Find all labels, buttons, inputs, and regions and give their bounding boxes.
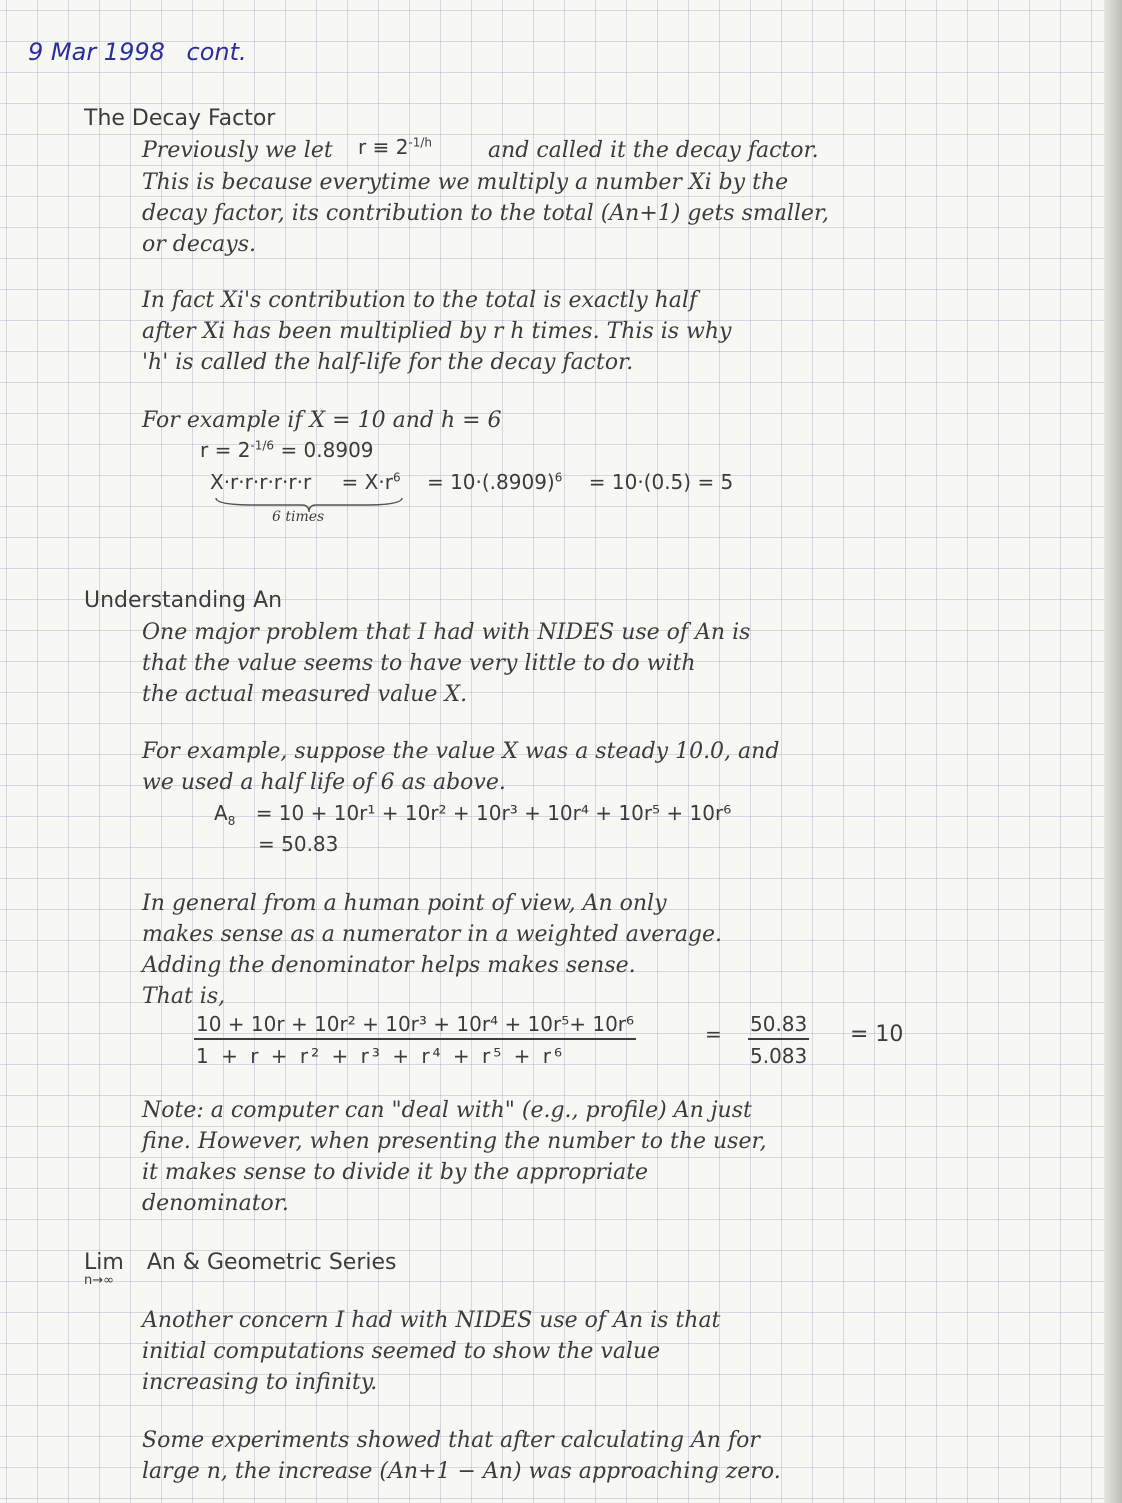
decay-definition [358, 137, 432, 157]
six-times-label: 6 times [272, 509, 325, 525]
section-title-understanding-an: Understanding An [84, 588, 283, 613]
numeric-denominator: 5.083 [750, 1044, 808, 1068]
limit-lim: Lim [84, 1250, 124, 1275]
header-date: 9 Mar 1998 [28, 38, 165, 66]
a8-sum: = 10 + 10r¹ + 10r² + 10r³ + 10r⁴ + 10r⁵ + 10r⁶ [255, 801, 732, 825]
decay-line-3: decay factor, its contribution to the total (An+1) gets smaller, [142, 201, 830, 226]
example-r-base: r = 2 [200, 438, 251, 462]
example-chain-power: = $X\cdot r^6$ [341, 470, 401, 494]
concern-line-1: Another concern I had with NIDES use of An is that [142, 1308, 721, 1333]
concern-line-2: initial computations seemed to show the value [142, 1339, 661, 1364]
an-problem-line-3: the actual measured value X. [142, 682, 468, 707]
example-chain [210, 472, 733, 492]
example-r-value: = 0.8909 [280, 438, 374, 462]
weighted-average-fraction [194, 1014, 636, 1066]
example-chain-result: = 10·(0.5) = 5 [588, 470, 734, 494]
section-title-limit [84, 1250, 397, 1288]
header-cont: cont. [186, 38, 247, 66]
decay-line-1b: and called it the decay factor. [488, 138, 819, 163]
weighted-average-numerator: 10 + 10r + 10r² + 10r³ + 10r⁴ + 10r⁵+ 10r⁶ [194, 1014, 636, 1040]
concern-line-3: increasing to infinity. [142, 1370, 378, 1395]
note-line-1: Note: a computer can "deal with" (e.g., profile) An just [142, 1098, 752, 1123]
numeric-fraction [748, 1014, 809, 1066]
a8-label: A [214, 801, 228, 825]
page-header [28, 38, 247, 66]
weighted-average-denominator: 1 + r + r² + r³ + r⁴ + r⁵ + r⁶ [196, 1044, 565, 1068]
limit-subscript: n→∞ [84, 1273, 114, 1288]
halflife-line-2: after Xi has been multiplied by r h times. This is why [142, 319, 732, 344]
page-edge [1104, 0, 1122, 1503]
section-title-decay-factor: The Decay Factor [84, 106, 276, 131]
example-chain-product: X·r·r·r·r·r·r [210, 470, 312, 494]
halflife-line-3: 'h' is called the half-life for the decay factor. [142, 350, 634, 375]
limit-title-rest: An & Geometric Series [146, 1250, 397, 1275]
general-line-2: makes sense as a numerator in a weighted average. [142, 922, 723, 947]
an-example-line-1: For example, suppose the value X was a steady 10.0, and [142, 739, 780, 764]
numeric-numerator: 50.83 [748, 1014, 809, 1040]
a8-subscript: 8 [227, 814, 236, 828]
halflife-line-1: In fact Xi's contribution to the total is exactly half [142, 288, 698, 313]
note-line-3: it makes sense to divide it by the appropriate [142, 1160, 649, 1185]
fraction-equals: = [705, 1022, 722, 1046]
example-r-exp: -1/6 [250, 438, 275, 453]
a8-expression [214, 801, 732, 828]
example-line: For example if X = 10 and h = 6 [142, 408, 502, 433]
decay-line-4: or decays. [142, 232, 257, 257]
general-line-4: That is, [142, 984, 226, 1009]
fraction-result: = 10 [850, 1022, 904, 1047]
example-chain-numeric: = $10\cdot(.8909)^6$ [426, 470, 563, 494]
limit-operator [84, 1250, 124, 1288]
general-line-1: In general from a human point of view, An only [142, 891, 667, 916]
note-line-2: fine. However, when presenting the number to the user, [142, 1129, 767, 1154]
decay-line-2: This is because everytime we multiply a number Xi by the [142, 170, 789, 195]
decay-line-1: Previously we let [142, 138, 333, 163]
note-line-4: denominator. [142, 1191, 289, 1216]
an-problem-line-1: One major problem that I had with NIDES use of An is [142, 620, 751, 645]
an-problem-line-2: that the value seems to have very little to do with [142, 651, 696, 676]
experiment-line-1: Some experiments showed that after calculating An for [142, 1428, 760, 1453]
decay-def-exp: -1/h [408, 135, 433, 150]
an-example-line-2: we used a half life of 6 as above. [142, 770, 506, 795]
general-line-3: Adding the denominator helps makes sense. [142, 953, 636, 978]
decay-def-lhs: r ≡ 2 [358, 135, 409, 159]
experiment-line-2: large n, the increase (An+1 − An) was approaching zero. [142, 1459, 781, 1484]
a8-value: = 50.83 [258, 832, 339, 856]
example-r-def [200, 440, 374, 460]
